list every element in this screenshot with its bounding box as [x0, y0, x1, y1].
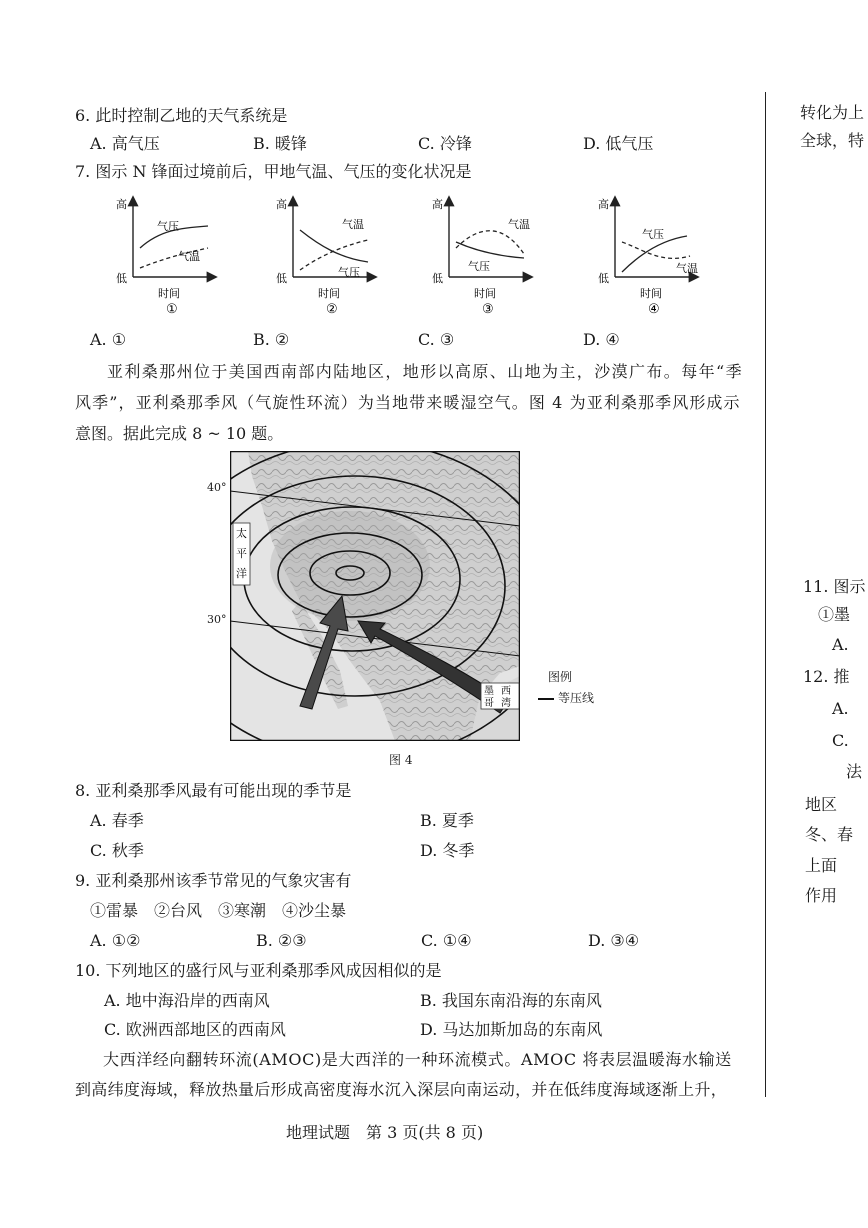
page-footer: 地理试题 第 3 页(共 8 页): [286, 1123, 484, 1142]
graph-2-low: 低: [276, 272, 287, 285]
graph-4-temperature: 气温: [676, 262, 698, 275]
q9-items: ①雷暴 ②台风 ③寒潮 ④沙尘暴: [90, 901, 347, 920]
graph-1-low: 低: [116, 272, 127, 285]
graph-2-pressure: 气压: [338, 266, 360, 279]
graph-1: [116, 197, 215, 317]
right-col-line11: 冬、春: [805, 825, 854, 844]
passage1-line1: 亚利桑那州位于美国西南部内陆地区，地形以高原、山地为主，沙漠广布。每年“季: [107, 362, 743, 381]
right-col-line5: A.: [832, 635, 849, 654]
q9-option-b: B. ②③: [256, 931, 307, 950]
legend-title: 图例: [548, 670, 573, 684]
graph-2-temperature: 气温: [342, 218, 364, 231]
legend-item: 等压线: [558, 691, 595, 705]
right-col-line12: 上面: [805, 856, 838, 875]
gulf-label-4: 湾: [501, 698, 511, 709]
figure4-caption: 图 4: [389, 753, 413, 767]
legend-line-icon: [538, 698, 554, 700]
graph-4-pressure: 气压: [642, 228, 664, 241]
gulf-label-2: 西: [501, 686, 511, 697]
passage1-line3: 意图。据此完成 8 ~ 10 题。: [75, 424, 284, 443]
right-col-line4: ①墨: [818, 605, 851, 624]
graph-3-temperature: 气温: [508, 218, 530, 231]
q8-option-b: B. 夏季: [420, 811, 474, 830]
column-divider: [765, 92, 766, 1097]
q7-stem: 7. 图示 N 锋面过境前后，甲地气温、气压的变化状况是: [75, 162, 472, 181]
q6-option-b: B. 暖锋: [253, 134, 307, 153]
right-col-line6: 12. 推: [803, 667, 850, 686]
passage2-line2: 到高纬度海域，释放热量后形成高密度海水沉入深层向南运动，并在低纬度海域逐渐上升，: [75, 1080, 728, 1099]
graph-1-high: 高: [116, 198, 127, 211]
graph-4: [598, 197, 698, 317]
right-col-line9: 法: [846, 762, 863, 781]
q10-option-d: D. 马达加斯加岛的东南风: [420, 1020, 603, 1039]
graph-3-low: 低: [432, 272, 443, 285]
q6-option-d: D. 低气压: [583, 134, 654, 153]
q7-option-a: A. ①: [90, 330, 127, 349]
gulf-label-1: 墨: [484, 686, 494, 697]
graph-2-high: 高: [276, 198, 287, 211]
right-col-line1: 转化为上: [800, 103, 865, 122]
graph-4-time: 时间: [640, 287, 662, 300]
q9-option-d: D. ③④: [588, 931, 640, 950]
figure4-map: [230, 451, 520, 741]
q7-graphs: [100, 190, 720, 320]
graph-2: [276, 197, 375, 317]
q10-stem: 10. 下列地区的盛行风与亚利桑那季风成因相似的是: [75, 961, 442, 980]
right-col-line7: A.: [832, 699, 849, 718]
right-col-line3: 11. 图示: [803, 577, 866, 596]
graph-2-time: 时间: [318, 287, 340, 300]
q6-stem: 6. 此时控制乙地的天气系统是: [75, 106, 288, 125]
graph-2-number: ②: [326, 302, 338, 317]
gulf-label-3: 哥: [484, 698, 494, 709]
passage2-line1: 大西洋经向翻转环流(AMOC)是大西洋的一种环流模式。AMOC 将表层温暖海水输送: [103, 1050, 732, 1069]
q6-option-a: A. 高气压: [90, 134, 160, 153]
right-col-line2: 全球，特: [800, 131, 865, 150]
lat-40-label: 40°: [207, 481, 227, 494]
graph-1-temperature: 气温: [178, 250, 200, 263]
graph-1-pressure: 气压: [157, 220, 179, 233]
q10-option-b: B. 我国东南沿海的东南风: [420, 991, 602, 1010]
graph-1-number: ①: [166, 302, 178, 317]
graph-3-high: 高: [432, 198, 443, 211]
graph-4-number: ④: [648, 302, 660, 317]
q7-option-b: B. ②: [253, 330, 290, 349]
q8-stem: 8. 亚利桑那季风最有可能出现的季节是: [75, 781, 352, 800]
graph-1-time: 时间: [158, 287, 180, 300]
graph-3-pressure: 气压: [468, 260, 490, 273]
graph-4-high: 高: [598, 198, 609, 211]
q9-option-a: A. ①②: [90, 931, 141, 950]
q8-option-c: C. 秋季: [90, 841, 144, 860]
right-col-line8: C.: [832, 731, 849, 750]
q7-option-c: C. ③: [418, 330, 455, 349]
q8-option-d: D. 冬季: [420, 841, 475, 860]
q6-option-c: C. 冷锋: [418, 134, 472, 153]
graph-3-time: 时间: [474, 287, 496, 300]
graph-3-number: ③: [482, 302, 494, 317]
q9-stem: 9. 亚利桑那州该季节常见的气象灾害有: [75, 871, 352, 890]
graph-3: [432, 197, 531, 317]
pacific-label-2: 平: [236, 547, 247, 560]
pacific-label-1: 太: [236, 527, 247, 540]
lat-30-label: 30°: [207, 613, 227, 626]
q10-option-a: A. 地中海沿岸的西南风: [104, 991, 270, 1010]
pacific-label-3: 洋: [236, 567, 247, 580]
right-col-line13: 作用: [805, 886, 838, 905]
graph-4-low: 低: [598, 272, 609, 285]
q9-option-c: C. ①④: [421, 931, 472, 950]
passage1-line2: 风季”，亚利桑那季风（气旋性环流）为当地带来暖湿空气。图 4 为亚利桑那季风形成示: [75, 393, 741, 412]
q8-option-a: A. 春季: [90, 811, 144, 830]
right-col-line10: 地区: [805, 795, 838, 814]
q10-option-c: C. 欧洲西部地区的西南风: [104, 1020, 286, 1039]
q7-option-d: D. ④: [583, 330, 620, 349]
